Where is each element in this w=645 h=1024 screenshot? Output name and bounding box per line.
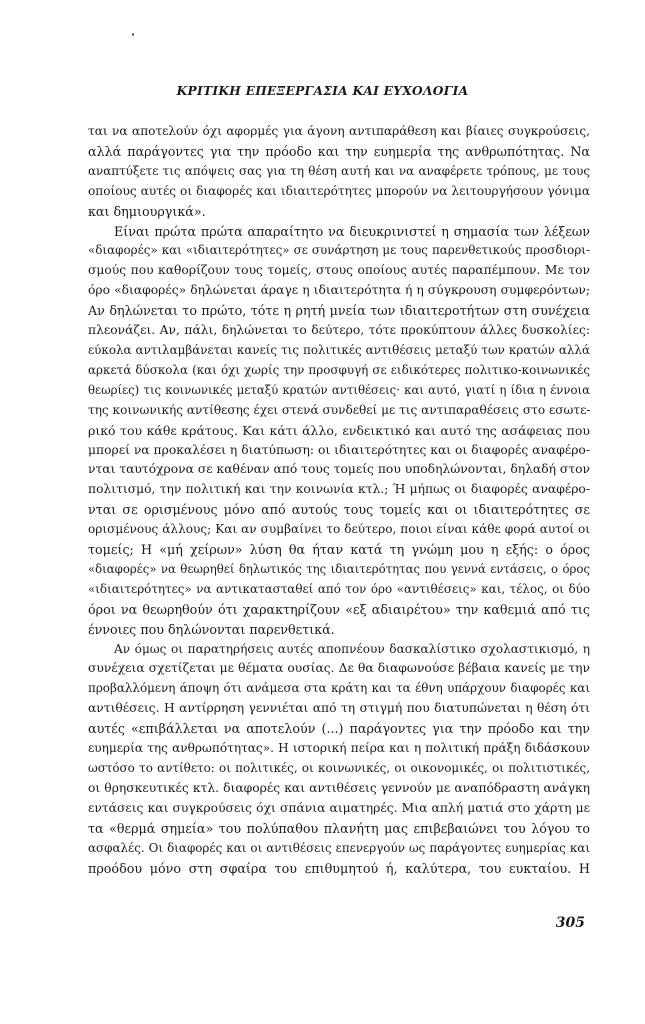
- text-line: ασφαλές. Οι διαφορές και οι αντιθέσεις επενεργούν ως παράγοντες ευημερίας και: [88, 840, 590, 855]
- text-line: σμούς που καθορίζουν τους τομείς, στους οποίους αυτές παραπέμπουν. Με τον: [88, 263, 590, 278]
- text-line: ωστόσο το αντίθετο: οι πολιτικές, οι κοινωνικές, οι οικονομικές, οι πολιτιστικές,: [88, 761, 590, 775]
- text-line: Αν δηλώνεται το πρώτο, τότε η ρητή μνεία των ιδιαιτεροτήτων στη συνέχεια: [88, 303, 590, 319]
- scan-speck: [132, 33, 134, 36]
- text-line: τα «θερμά σημεία» του πολύπαθου πλανήτη μας επιβεβαιώνει του λόγου το: [88, 820, 590, 836]
- text-line: Είναι πρώτα πρώτα απαραίτητο να διευκρινιστεί η σημασία των λέξεων: [114, 223, 590, 239]
- text-line: ται να αποτελούν όχι αφορμές για άγονη αντιπαράθεση και βίαιες συγκρούσεις,: [88, 124, 590, 138]
- text-line: αναπτύξετε τις απόψεις σας για τη θέση αυτή και να αναφέρετε τρόπους, με τους: [88, 163, 590, 178]
- text-line: νται ταυτόχρονα σε καθέναν από τους τομείς που υποδηλώνονται, δηλαδή στον: [88, 462, 590, 477]
- text-line: ευημερία της ανθρωπότητας». Η ιστορική πείρα και η πολιτική πράξη διδάσκουν: [88, 741, 590, 756]
- running-head: ΚΡΙΤΙΚΗ ΕΠΕΞΕΡΓΑΣΙΑ ΚΑΙ ΕΥΧΟΛΟΓΙΑ: [176, 84, 469, 98]
- text-line: Αν όμως οι παρατηρήσεις αυτές αποπνέουν δασκαλίστικο σχολαστικισμό, η: [114, 641, 590, 656]
- text-line: αυτές «επιβάλλεται να αποτελούν (...) παράγοντες για την πρόοδο και την: [88, 721, 590, 737]
- text-line: «ιδιαιτερότητες» να αντικατασταθεί από τον όρο «αντιθέσεις» και, τέλος, οι δύο: [88, 581, 590, 596]
- text-line: οποίους αυτές οι διαφορές και ιδιαιτερότητες μπορούν να λειτουργήσουν γόνιμα: [88, 183, 590, 198]
- text-line: έννοιες που δηλώνονται παρενθετικά.: [88, 621, 335, 637]
- text-line: οι θρησκευτικές κτλ. διαφορές και αντιθέσεις γεννούν με αναπόδραστη ανάγκη: [88, 780, 590, 795]
- text-line: όροι να θεωρηθούν ότι χαρακτηρίζουν «εξ αδιαιρέτου» την καθεμιά από τις: [88, 601, 590, 617]
- text-line: αρκετά δύσκολα (και όχι χωρίς την προσφυγή σε ειδικότερες πολιτικο-κοινωνικές: [88, 362, 590, 377]
- page-number: 305: [555, 915, 585, 931]
- text-line: όρο «διαφορές» δηλώνεται άραγε η ιδιαιτερότητα ή η σύγκρουση συμφερόντων;: [88, 283, 590, 298]
- text-line: τομείς; Η «μή χείρων» λύση θα ήταν κατά τη γνώμη μου η εξής: ο όρος: [88, 542, 590, 558]
- text-line: αλλά παράγοντες για την πρόοδο και την ευημερία της ανθρωπότητας. Να: [88, 143, 590, 159]
- text-line: «διαφορές» να θεωρηθεί δηλωτικός της ιδιαιτερότητας που γεννά εντάσεις, ο όρος: [88, 561, 590, 576]
- text-line: πολιτισμό, την πολιτική και την κοινωνία κτλ.; Ή μήπως οι διαφορές αναφέρο-: [88, 482, 590, 497]
- text-line: της κοινωνικής αντίθεσης έχει στενά συνδεθεί με τις αντιπαραθέσεις στο εσωτε-: [88, 402, 590, 417]
- text-line: εύκολα αντιλαμβάνεται κανείς τις πολιτικές αντιθέσεις μεταξύ των κρατών αλλά: [88, 342, 590, 357]
- text-line: προόδου μόνο στη σφαίρα του επιθυμητού ή, καλύτερα, του ευκταίου. Η: [88, 860, 590, 876]
- text-line: αντιθέσεις. Η αντίρρηση γεννιέται από τη στιγμή που διατυπώνεται η θέση ότι: [88, 701, 590, 716]
- text-line: θεωρίες) τις κοινωνικές μεταξύ κρατών αντιθέσεις· και αυτό, γιατί η ίδια η έννοια: [88, 382, 590, 397]
- body-text: [88, 122, 590, 878]
- text-line: μπορεί να προκαλέσει η διατύπωση: οι ιδιαιτερότητες και οι διαφορές αναφέρο-: [88, 442, 590, 457]
- text-line: ρικό του κάθε κράτους. Και κάτι άλλο, ενδεικτικό και αυτό της ασάφειας που: [88, 422, 590, 438]
- text-line: πλεονάζει. Αν, πάλι, δηλώνεται το δεύτερο, τότε προκύπτουν άλλες δυσκολίες:: [88, 323, 590, 338]
- text-line: προβαλλόμενη άποψη ότι ανάμεσα στα κράτη και τα έθνη υπάρχουν διαφορές και: [88, 681, 590, 696]
- text-line: «διαφορές» και «ιδιαιτερότητες» σε συνάρτηση με τους παρενθετικούς προσδιορι-: [88, 243, 590, 258]
- text-line: συνέχεια σχετίζεται με θέματα ουσίας. Δε θα διαφωνούσε βέβαια κανείς με την: [88, 661, 590, 676]
- text-line: ορισμένους άλλους; Και αν συμβαίνει το δεύτερο, ποιοι είναι κάθε φορά αυτοί οι: [88, 522, 590, 537]
- text-line: νται σε ορισμένους μόνο από αυτούς τους τομείς και οι ιδιαιτερότητες σε: [88, 502, 590, 518]
- text-line: και δημιουργικά».: [88, 203, 206, 219]
- text-line: εντάσεις και συγκρούσεις όχι σπάνια αιματηρές. Μια απλή ματιά στο χάρτη με: [88, 800, 590, 815]
